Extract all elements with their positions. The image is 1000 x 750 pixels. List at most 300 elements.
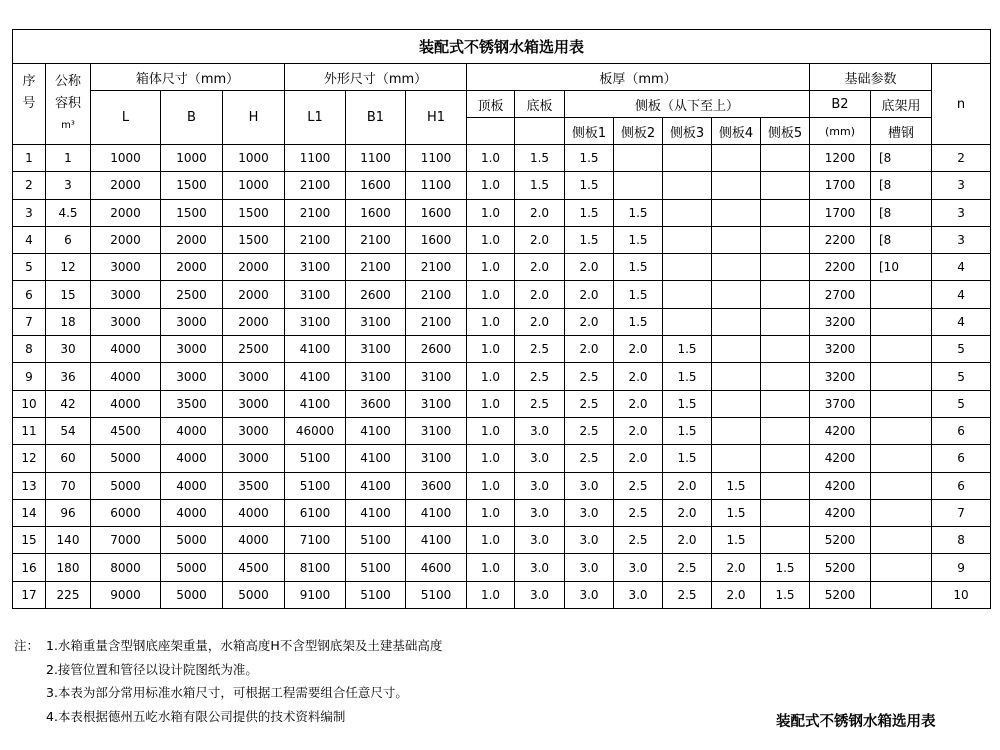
header-side3: 侧板3 [663,118,712,145]
header-seq-line1: 序 [22,74,36,89]
cell-side4 [712,145,761,172]
cell-nominal-volume: 96 [46,499,91,526]
cell-side2: 1.5 [614,281,663,308]
cell-top-plate: 1.0 [467,472,515,499]
cell-side4 [712,199,761,226]
table-row [13,554,991,581]
cell-bottom-plate: 2.5 [515,336,565,363]
cell-side4 [712,226,761,253]
cell-L1: 4100 [285,390,346,417]
cell-H: 3000 [223,363,285,390]
cell-frame-channel [871,336,932,363]
cell-side5 [761,363,810,390]
header-nominal-unit: m³ [61,120,75,131]
header-H: H [223,91,285,145]
cell-top-plate: 1.0 [467,254,515,281]
table-row [13,390,991,417]
cell-side2: 3.0 [614,554,663,581]
cell-nominal-volume: 42 [46,390,91,417]
cell-side5 [761,499,810,526]
table-row [13,417,991,444]
cell-frame-channel: [8 [871,145,932,172]
cell-L: 2000 [91,226,161,253]
cell-side1: 2.0 [565,308,614,335]
header-plate-thickness: 板厚（mm） [467,64,810,91]
cell-L: 4500 [91,417,161,444]
cell-frame-channel [871,554,932,581]
cell-side5: 1.5 [761,554,810,581]
header-B: B [161,91,223,145]
cell-frame-channel: [10 [871,254,932,281]
cell-B1: 1100 [346,145,406,172]
cell-B: 2000 [161,226,223,253]
cell-bottom-plate: 1.5 [515,172,565,199]
cell-side1: 3.0 [565,527,614,554]
cell-top-plate: 1.0 [467,281,515,308]
cell-B2: 2200 [810,226,871,253]
cell-side2: 3.0 [614,581,663,608]
cell-H1: 2600 [406,336,467,363]
cell-H: 4500 [223,554,285,581]
cell-H1: 4600 [406,554,467,581]
cell-L1: 4100 [285,336,346,363]
cell-n: 10 [932,581,991,608]
cell-side5 [761,336,810,363]
cell-B2: 4200 [810,417,871,444]
cell-nominal-volume: 6 [46,226,91,253]
cell-B2: 5200 [810,527,871,554]
cell-L: 9000 [91,581,161,608]
note-item: 1.水箱重量含型钢底座架重量，水箱高度H不含型钢底架及土建基础高度 [46,638,443,653]
cell-nominal-volume: 1 [46,145,91,172]
cell-bottom-plate: 2.0 [515,254,565,281]
cell-frame-channel [871,417,932,444]
cell-side2: 2.0 [614,390,663,417]
cell-side1: 2.5 [565,390,614,417]
cell-side4: 2.0 [712,554,761,581]
cell-H1: 4100 [406,527,467,554]
header-n: n [932,64,991,145]
table-title: 装配式不锈钢水箱选用表 [13,30,991,64]
cell-nominal-volume: 54 [46,417,91,444]
cell-L: 4000 [91,390,161,417]
cell-L: 5000 [91,472,161,499]
cell-H: 2000 [223,281,285,308]
cell-H: 1500 [223,199,285,226]
cell-seq: 6 [13,281,46,308]
cell-B1: 5100 [346,554,406,581]
cell-B2: 4200 [810,499,871,526]
header-seq [13,64,46,145]
cell-top-plate: 1.0 [467,172,515,199]
cell-B1: 3600 [346,390,406,417]
cell-L: 2000 [91,199,161,226]
header-side4: 侧板4 [712,118,761,145]
cell-n: 6 [932,445,991,472]
cell-frame-channel [871,445,932,472]
cell-side1: 2.5 [565,417,614,444]
cell-side1: 3.0 [565,554,614,581]
cell-frame-channel: [8 [871,226,932,253]
cell-frame-channel [871,499,932,526]
cell-H1: 1100 [406,172,467,199]
cell-nominal-volume: 140 [46,527,91,554]
cell-top-plate: 1.0 [467,445,515,472]
cell-side1: 2.5 [565,363,614,390]
cell-L: 4000 [91,336,161,363]
header-side1: 侧板1 [565,118,614,145]
header-box-size: 箱体尺寸（mm） [91,64,285,91]
cell-H1: 2100 [406,281,467,308]
cell-B: 3500 [161,390,223,417]
table-row [13,145,991,172]
cell-H1: 1600 [406,226,467,253]
footer-title: 装配式不锈钢水箱选用表 [776,714,936,730]
cell-bottom-plate: 3.0 [515,499,565,526]
cell-seq: 1 [13,145,46,172]
cell-side2: 2.0 [614,445,663,472]
cell-H: 3000 [223,417,285,444]
cell-side4 [712,417,761,444]
cell-side5 [761,145,810,172]
cell-L1: 6100 [285,499,346,526]
cell-side3 [663,254,712,281]
cell-B: 1500 [161,199,223,226]
cell-H: 2000 [223,308,285,335]
cell-H1: 3100 [406,445,467,472]
table-row [13,499,991,526]
cell-side1: 3.0 [565,499,614,526]
cell-side2: 1.5 [614,254,663,281]
table-row [13,445,991,472]
cell-L: 6000 [91,499,161,526]
cell-H: 1000 [223,172,285,199]
cell-B: 3000 [161,308,223,335]
cell-side2: 2.0 [614,363,663,390]
cell-side5 [761,172,810,199]
cell-B: 4000 [161,499,223,526]
cell-B1: 1600 [346,199,406,226]
cell-top-plate: 1.0 [467,226,515,253]
cell-side5 [761,417,810,444]
cell-B1: 3100 [346,308,406,335]
header-top-plate: 顶板 [467,91,515,118]
cell-L1: 1100 [285,145,346,172]
cell-B2: 3700 [810,390,871,417]
cell-side2: 2.0 [614,417,663,444]
cell-L1: 8100 [285,554,346,581]
cell-bottom-plate: 3.0 [515,554,565,581]
cell-L: 2000 [91,172,161,199]
header-bottom-plate: 底板 [515,91,565,118]
cell-H1: 2100 [406,308,467,335]
cell-side4 [712,254,761,281]
cell-bottom-plate: 3.0 [515,472,565,499]
cell-n: 5 [932,336,991,363]
note-row-3 [14,681,442,705]
cell-B1: 4100 [346,445,406,472]
header-outer-size: 外形尺寸（mm） [285,64,467,91]
header-nominal-line1: 公称 [54,74,81,89]
cell-side1: 3.0 [565,581,614,608]
cell-side5 [761,445,810,472]
cell-seq: 2 [13,172,46,199]
header-B1: B1 [346,91,406,145]
header-side-plate: 侧板（从下至上） [565,91,810,118]
cell-seq: 16 [13,554,46,581]
cell-B1: 4100 [346,472,406,499]
cell-side2: 2.5 [614,472,663,499]
cell-side4 [712,172,761,199]
cell-side3: 2.5 [663,581,712,608]
cell-side5 [761,281,810,308]
cell-B1: 2100 [346,254,406,281]
table-row [13,308,991,335]
cell-L1: 2100 [285,226,346,253]
cell-side1: 2.5 [565,445,614,472]
cell-top-plate: 1.0 [467,308,515,335]
cell-frame-channel [871,581,932,608]
table-row [13,199,991,226]
cell-B: 3000 [161,363,223,390]
header-foundation: 基础参数 [810,64,932,91]
cell-side3 [663,145,712,172]
cell-bottom-plate: 2.0 [515,308,565,335]
cell-n: 6 [932,417,991,444]
cell-side3: 1.5 [663,417,712,444]
cell-side4: 1.5 [712,472,761,499]
header-B2: B2 [810,91,871,118]
cell-side5 [761,199,810,226]
cell-top-plate: 1.0 [467,581,515,608]
cell-B1: 3100 [346,336,406,363]
cell-H: 1500 [223,226,285,253]
notes [14,634,442,728]
cell-seq: 9 [13,363,46,390]
cell-side2: 2.0 [614,336,663,363]
cell-L1: 3100 [285,308,346,335]
cell-n: 4 [932,281,991,308]
header-L1: L1 [285,91,346,145]
cell-seq: 12 [13,445,46,472]
cell-B2: 4200 [810,472,871,499]
cell-side3: 2.0 [663,472,712,499]
cell-B2: 3200 [810,363,871,390]
cell-B1: 2100 [346,226,406,253]
cell-seq: 4 [13,226,46,253]
cell-bottom-plate: 1.5 [515,145,565,172]
cell-H: 3000 [223,445,285,472]
cell-n: 5 [932,390,991,417]
cell-B2: 1700 [810,172,871,199]
cell-side3: 1.5 [663,390,712,417]
cell-L1: 7100 [285,527,346,554]
cell-B2: 5200 [810,581,871,608]
cell-seq: 17 [13,581,46,608]
cell-nominal-volume: 60 [46,445,91,472]
header-B2-unit: (mm) [810,118,871,145]
cell-side5 [761,527,810,554]
cell-H: 3500 [223,472,285,499]
cell-side5 [761,308,810,335]
cell-side5 [761,226,810,253]
cell-side4 [712,336,761,363]
cell-nominal-volume: 30 [46,336,91,363]
cell-side3 [663,281,712,308]
cell-side1: 2.0 [565,281,614,308]
cell-side1: 1.5 [565,172,614,199]
cell-side2: 2.5 [614,527,663,554]
header-bottom-plate-blank [515,118,565,145]
cell-bottom-plate: 3.0 [515,527,565,554]
cell-seq: 8 [13,336,46,363]
cell-bottom-plate: 2.0 [515,199,565,226]
cell-side1: 2.0 [565,336,614,363]
cell-side5 [761,390,810,417]
cell-B2: 3200 [810,336,871,363]
cell-B2: 2700 [810,281,871,308]
cell-B: 4000 [161,472,223,499]
cell-B2: 2200 [810,254,871,281]
note-item: 4.本表根据德州五屹水箱有限公司提供的技术资料编制 [46,708,346,724]
cell-B: 2000 [161,254,223,281]
cell-B1: 5100 [346,581,406,608]
cell-nominal-volume: 18 [46,308,91,335]
cell-frame-channel [871,281,932,308]
cell-L: 3000 [91,254,161,281]
cell-B: 5000 [161,527,223,554]
cell-side2: 1.5 [614,226,663,253]
cell-top-plate: 1.0 [467,199,515,226]
cell-H: 4000 [223,499,285,526]
cell-side2: 2.5 [614,499,663,526]
cell-B1: 2600 [346,281,406,308]
cell-n: 9 [932,554,991,581]
cell-seq: 11 [13,417,46,444]
cell-n: 4 [932,308,991,335]
cell-top-plate: 1.0 [467,417,515,444]
cell-L1: 9100 [285,581,346,608]
header-top-plate-blank [467,118,515,145]
table-row [13,336,991,363]
cell-top-plate: 1.0 [467,554,515,581]
cell-L: 1000 [91,145,161,172]
cell-n: 8 [932,527,991,554]
cell-n: 7 [932,499,991,526]
cell-seq: 5 [13,254,46,281]
cell-side3: 1.5 [663,336,712,363]
cell-B2: 5200 [810,554,871,581]
cell-side2: 1.5 [614,308,663,335]
selection-table [12,29,991,609]
cell-frame-channel [871,363,932,390]
cell-top-plate: 1.0 [467,145,515,172]
cell-side4: 2.0 [712,581,761,608]
cell-L: 7000 [91,527,161,554]
cell-side4 [712,281,761,308]
cell-side3 [663,199,712,226]
cell-side3: 2.0 [663,527,712,554]
cell-seq: 10 [13,390,46,417]
cell-H1: 3100 [406,390,467,417]
cell-side5 [761,472,810,499]
cell-side3: 1.5 [663,363,712,390]
cell-n: 3 [932,199,991,226]
cell-side4 [712,390,761,417]
cell-bottom-plate: 2.0 [515,281,565,308]
cell-n: 3 [932,226,991,253]
cell-H1: 3100 [406,363,467,390]
cell-L1: 4100 [285,363,346,390]
cell-L: 3000 [91,281,161,308]
cell-bottom-plate: 2.0 [515,226,565,253]
cell-n: 6 [932,472,991,499]
cell-seq: 14 [13,499,46,526]
cell-bottom-plate: 2.5 [515,363,565,390]
notes-label: 注： [14,638,40,653]
cell-B: 1500 [161,172,223,199]
cell-nominal-volume: 225 [46,581,91,608]
table-row [13,254,991,281]
cell-seq: 15 [13,527,46,554]
cell-B1: 3100 [346,363,406,390]
cell-seq: 3 [13,199,46,226]
cell-nominal-volume: 4.5 [46,199,91,226]
cell-B: 1000 [161,145,223,172]
header-frame-line1: 底架用 [871,91,932,118]
cell-side2 [614,145,663,172]
table-row [13,472,991,499]
cell-L1: 5100 [285,472,346,499]
cell-H: 4000 [223,527,285,554]
cell-frame-channel [871,527,932,554]
cell-seq: 13 [13,472,46,499]
cell-nominal-volume: 180 [46,554,91,581]
cell-H1: 1600 [406,199,467,226]
cell-seq: 7 [13,308,46,335]
cell-nominal-volume: 12 [46,254,91,281]
cell-H: 5000 [223,581,285,608]
cell-n: 3 [932,172,991,199]
cell-B: 2500 [161,281,223,308]
cell-B1: 5100 [346,527,406,554]
cell-bottom-plate: 3.0 [515,581,565,608]
cell-side3 [663,226,712,253]
cell-B: 3000 [161,336,223,363]
cell-side5 [761,254,810,281]
cell-side4 [712,445,761,472]
cell-L: 4000 [91,363,161,390]
cell-side1: 1.5 [565,145,614,172]
cell-side3 [663,172,712,199]
cell-side5: 1.5 [761,581,810,608]
cell-H: 2000 [223,254,285,281]
cell-side1: 2.0 [565,254,614,281]
header-L: L [91,91,161,145]
header-seq-line2: 号 [22,96,36,111]
cell-side2: 1.5 [614,199,663,226]
cell-B: 4000 [161,417,223,444]
cell-side1: 1.5 [565,199,614,226]
note-row-1 [14,634,442,658]
cell-frame-channel [871,472,932,499]
table-row [13,527,991,554]
header-frame-line2: 槽钢 [871,118,932,145]
cell-H: 2500 [223,336,285,363]
cell-H1: 3600 [406,472,467,499]
cell-side4 [712,308,761,335]
note-item: 2.接管位置和管径以设计院图纸为准。 [46,661,258,677]
